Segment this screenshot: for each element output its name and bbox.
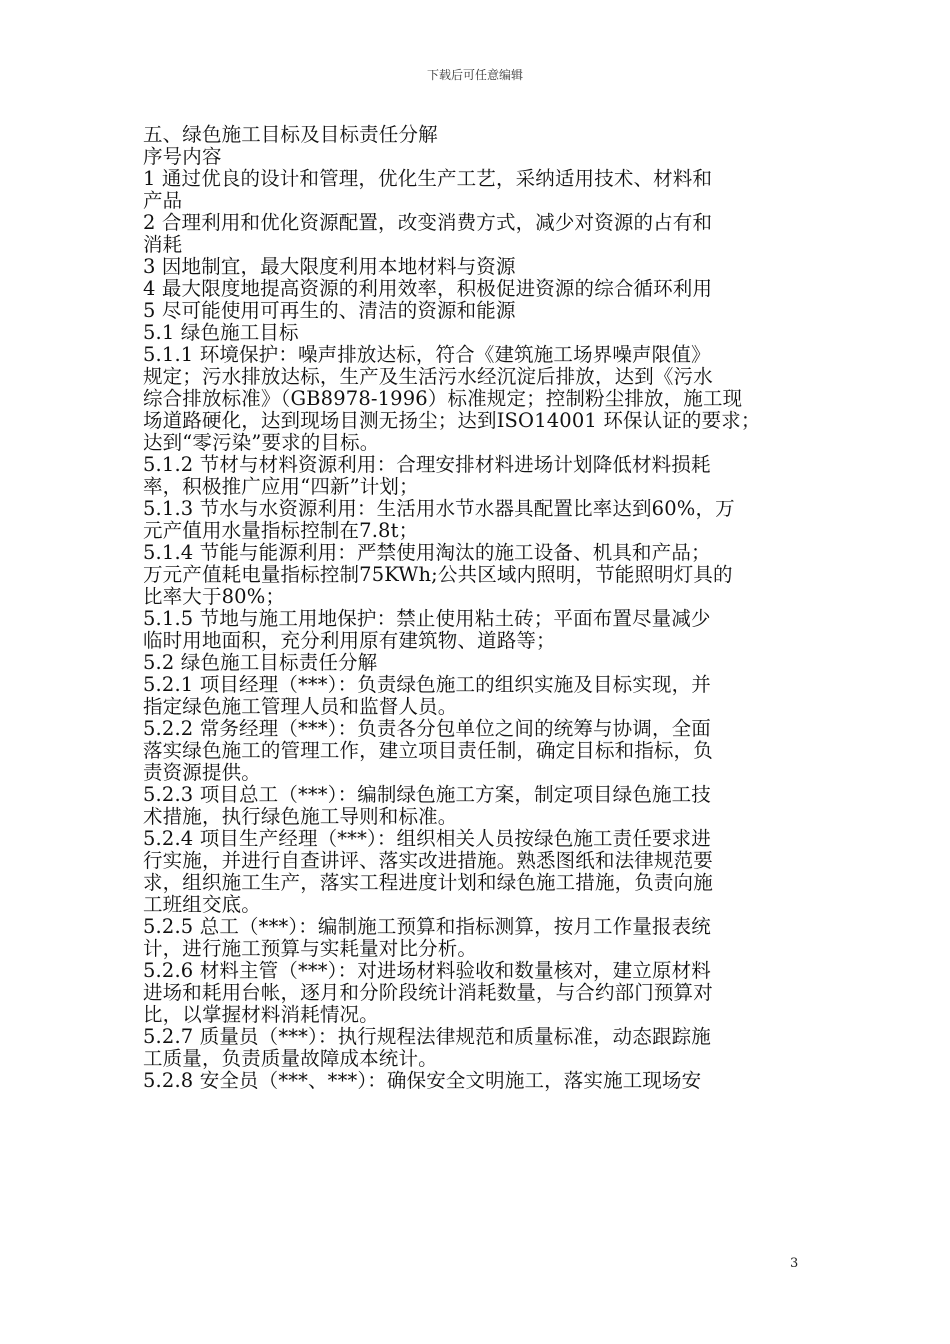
page-header-note: 下载后可任意编辑 bbox=[426, 68, 523, 82]
text-line: 比率大于80%； bbox=[143, 586, 286, 608]
text-line: 比，以掌握材料消耗情况。 bbox=[143, 1004, 379, 1026]
text-line: 4 最大限度地提高资源的利用效率，积极促进资源的综合循环利用 bbox=[143, 278, 713, 300]
text-line: 行实施，并进行自查讲评、落实改进措施。熟悉图纸和法律规范要 bbox=[143, 850, 713, 872]
text-line: 求，组织施工生产，落实工程进度计划和绿色施工措施，负责向施 bbox=[143, 872, 713, 894]
text-line: 达到“零污染”要求的目标。 bbox=[143, 432, 380, 454]
text-line: 术措施，执行绿色施工导则和标准。 bbox=[143, 806, 458, 828]
text-line: 产品 bbox=[143, 190, 183, 212]
text-line: 工班组交底。 bbox=[143, 894, 261, 916]
page-number: 3 bbox=[790, 1256, 799, 1271]
text-line: 元产值用水量指标控制在7.8t； bbox=[143, 520, 419, 542]
text-line: 1 通过优良的设计和管理，优化生产工艺，采纳适用技术、材料和 bbox=[143, 168, 713, 190]
section-title: 五、绿色施工目标及目标责任分解 bbox=[143, 124, 438, 146]
subsection-heading: 5.1 绿色施工目标 bbox=[143, 322, 299, 344]
text-line: 5.1.5 节地与施工用地保护：禁止使用粘土砖；平面布置尽量减少 bbox=[143, 608, 711, 630]
text-line: 工质量，负责质量故障成本统计。 bbox=[143, 1048, 438, 1070]
text-line: 消耗 bbox=[143, 234, 183, 256]
text-line: 5.2.1 项目经理（***）：负责绿色施工的组织实施及目标实现，并 bbox=[143, 674, 711, 696]
text-line: 5.2.4 项目生产经理（***）：组织相关人员按绿色施工责任要求进 bbox=[143, 828, 711, 850]
text-line: 率，积极推广应用“四新”计划； bbox=[143, 476, 419, 498]
text-line: 5.2.8 安全员（***、***）：确保安全文明施工，落实施工现场安 bbox=[143, 1070, 702, 1092]
text-line: 5.1.2 节材与材料资源利用：合理安排材料进场计划降低材料损耗 bbox=[143, 454, 711, 476]
text-line: 3 因地制宜，最大限度利用本地材料与资源 bbox=[143, 256, 516, 278]
text-line: 5.2.3 项目总工（***）：编制绿色施工方案，制定项目绿色施工技 bbox=[143, 784, 711, 806]
text-line: 临时用地面积，充分利用原有建筑物、道路等； bbox=[143, 630, 556, 652]
subsection-heading: 5.2 绿色施工目标责任分解 bbox=[143, 652, 378, 674]
text-line: 5.1.3 节水与水资源利用：生活用水节水器具配置比率达到60%，万 bbox=[143, 498, 735, 520]
text-line: 5.2.7 质量员（***）：执行规程法律规范和质量标准，动态跟踪施 bbox=[143, 1026, 711, 1048]
text-line: 5.2.6 材料主管（***）：对进场材料验收和数量核对，建立原材料 bbox=[143, 960, 711, 982]
table-header-line: 序号内容 bbox=[143, 146, 222, 168]
text-line: 进场和耗用台帐，逐月和分阶段统计消耗数量，与合约部门预算对 bbox=[143, 982, 713, 1004]
text-line: 5.2.2 常务经理（***）：负责各分包单位之间的统筹与协调，全面 bbox=[143, 718, 711, 740]
text-line: 综合排放标准》（GB8978-1996）标准规定；控制粉尘排放，施工现 bbox=[143, 388, 743, 410]
text-line: 万元产值耗电量指标控制75KWh;公共区域内照明，节能照明灯具的 bbox=[143, 564, 733, 586]
text-line: 2 合理利用和优化资源配置，改变消费方式，减少对资源的占有和 bbox=[143, 212, 713, 234]
text-line: 场道路硬化，达到现场目测无扬尘；达到ISO14001 环保认证的要求； bbox=[143, 410, 761, 432]
text-line: 5.1.1 环境保护：噪声排放达标，符合《建筑施工场界噪声限值》 bbox=[143, 344, 711, 366]
text-line: 责资源提供。 bbox=[143, 762, 261, 784]
text-line: 落实绿色施工的管理工作，建立项目责任制，确定目标和指标，负 bbox=[143, 740, 713, 762]
text-line: 5 尽可能使用可再生的、清洁的资源和能源 bbox=[143, 300, 516, 322]
text-line: 5.1.4 节能与能源利用：严禁使用淘汰的施工设备、机具和产品； bbox=[143, 542, 711, 564]
text-line: 5.2.5 总工（***）：编制施工预算和指标测算，按月工作量报表统 bbox=[143, 916, 711, 938]
text-line: 计，进行施工预算与实耗量对比分析。 bbox=[143, 938, 478, 960]
document-body bbox=[143, 124, 813, 1092]
text-line: 指定绿色施工管理人员和监督人员。 bbox=[143, 696, 458, 718]
text-line: 规定；污水排放达标，生产及生活污水经沉淀后排放，达到《污水 bbox=[143, 366, 713, 388]
